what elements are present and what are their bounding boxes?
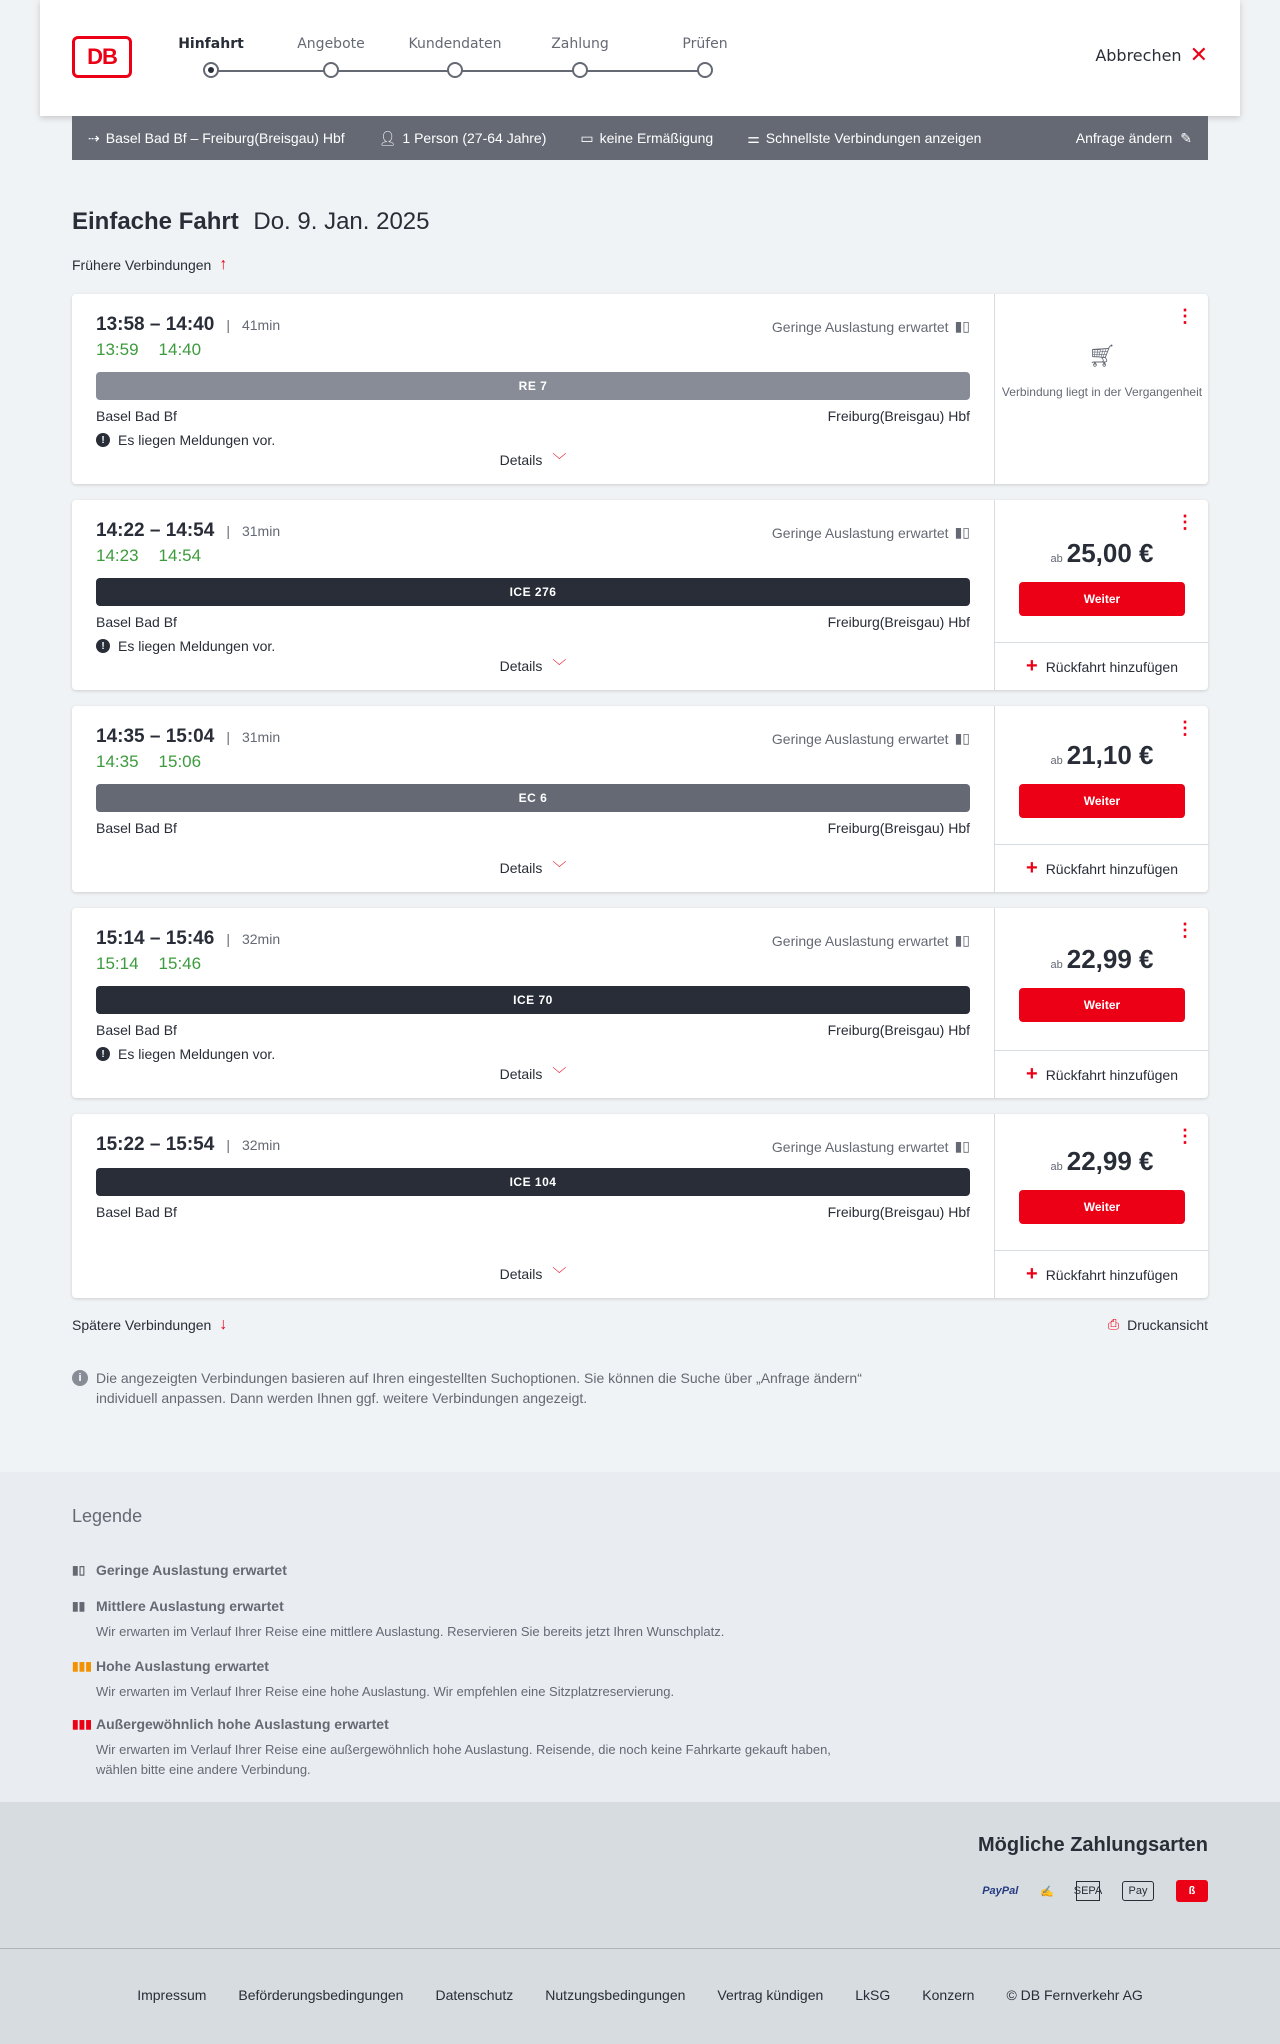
- occupancy-low-icon: ▮▯: [954, 318, 970, 334]
- filter-text: Schnellste Verbindungen anzeigen: [765, 130, 982, 146]
- search-summary-bar: [72, 116, 1208, 160]
- plus-icon: +: [1026, 655, 1038, 677]
- separator: |: [226, 317, 230, 333]
- summary-route: [88, 130, 345, 147]
- summary-discount: [580, 130, 713, 147]
- add-return-label: Rückfahrt hinzufügen: [1045, 1066, 1178, 1083]
- legend-item: [72, 1562, 872, 1578]
- close-icon: ✕: [1189, 42, 1208, 68]
- later-connections-link[interactable]: [72, 1316, 227, 1334]
- stations: [96, 1022, 970, 1038]
- plus-icon: +: [1026, 1263, 1038, 1285]
- chevron-down-icon: ﹀: [552, 658, 567, 674]
- apple-pay-icon: Pay: [1122, 1881, 1154, 1901]
- step-label: Prüfen: [682, 36, 728, 52]
- step-dot: [323, 62, 339, 78]
- occupancy-low-icon: ▮▯: [954, 730, 970, 746]
- train-bar[interactable]: RE 7: [96, 372, 970, 400]
- train-bar[interactable]: ICE 70: [96, 986, 970, 1014]
- alert-icon: !: [96, 1047, 110, 1061]
- realtime-times: [96, 752, 970, 772]
- price: [995, 944, 1209, 975]
- earlier-connections-link[interactable]: [72, 256, 227, 274]
- destination-station: Freiburg(Breisgau) Hbf: [827, 408, 970, 424]
- occupancy-low-icon: ▮▯: [72, 1563, 86, 1577]
- occupancy-text: Geringe Auslastung erwartet: [771, 1138, 949, 1155]
- step-dot: [203, 62, 219, 78]
- info-note: [72, 1368, 862, 1408]
- add-return-button[interactable]: [995, 642, 1209, 690]
- occupancy-text: Geringe Auslastung erwartet: [771, 318, 949, 335]
- legend-item-title: [72, 1598, 872, 1614]
- payment-methods: [0, 1802, 1280, 1948]
- cart-cross-icon: 🛒︎: [1088, 343, 1116, 368]
- continue-button[interactable]: Weiter: [1019, 1190, 1185, 1224]
- occupancy-info: [772, 1138, 970, 1155]
- price: [995, 1146, 1209, 1177]
- legend-item-desc: Wir erwarten im Verlauf Ihrer Reise eine mittlere Auslastung. Reservieren Sie bereits jetzt Ihren Wunschplatz.: [96, 1624, 725, 1639]
- duration: 32min: [241, 1137, 281, 1153]
- details-toggle[interactable]: [72, 450, 994, 470]
- connection-card: [72, 294, 1208, 484]
- details-toggle[interactable]: [72, 1264, 994, 1284]
- occupancy-info: [772, 932, 970, 949]
- price-value: 22,99 €: [1066, 1146, 1154, 1176]
- origin-station: Basel Bad Bf: [96, 1022, 177, 1038]
- footer-link-vertrag-kuendigen[interactable]: Vertrag kündigen: [717, 1986, 824, 2003]
- price-value: 25,00 €: [1066, 538, 1154, 568]
- step-dot: [572, 62, 588, 78]
- occupancy-info: [772, 730, 970, 747]
- page-title: [72, 208, 430, 236]
- connection-card: [72, 500, 1208, 690]
- booking-progress: [178, 36, 782, 86]
- notice-text: Es liegen Meldungen vor.: [118, 638, 276, 654]
- destination-station: Freiburg(Breisgau) Hbf: [827, 1204, 970, 1220]
- realtime-arrival: 15:06: [158, 752, 202, 771]
- legend-item-title: [72, 1562, 872, 1578]
- add-return-button[interactable]: [995, 844, 1209, 892]
- separator: |: [226, 1137, 230, 1153]
- discount-text: keine Ermäßigung: [599, 130, 714, 146]
- continue-button[interactable]: Weiter: [1019, 784, 1185, 818]
- legend-item-desc: Wir erwarten im Verlauf Ihrer Reise eine hohe Auslastung. Wir empfehlen eine Sitzplatzreservierung.: [96, 1684, 675, 1699]
- origin-station: Basel Bad Bf: [96, 614, 177, 630]
- chevron-down-icon: ﹀: [552, 452, 567, 468]
- direct-debit-icon: ✍: [1040, 1885, 1054, 1898]
- legend-item-desc: Wir erwarten im Verlauf Ihrer Reise eine außergewöhnlich hohe Auslastung. Reisende, die noch keine Fahrkarte gekauft haben, wählen bitte eine andere Verbindung.: [96, 1742, 831, 1777]
- planned-times: 14:22 – 14:54: [96, 520, 215, 541]
- legend-item-label: Geringe Auslastung erwartet: [96, 1562, 287, 1578]
- price-prefix: ab: [1050, 959, 1063, 971]
- travel-date: Do. 9. Jan. 2025: [253, 208, 430, 235]
- add-return-label: Rückfahrt hinzufügen: [1045, 860, 1178, 877]
- occupancy-full-icon: ▮▮▮: [72, 1717, 92, 1731]
- details-label: Details: [499, 658, 543, 674]
- realtime-times: [96, 954, 970, 974]
- train-bar[interactable]: EC 6: [96, 784, 970, 812]
- legend-item-label: Außergewöhnlich hohe Auslastung erwartet: [96, 1716, 389, 1732]
- offer-panel: [994, 908, 1208, 1098]
- occupancy-medium-icon: ▮▮: [72, 1599, 86, 1613]
- step-label: Hinfahrt: [178, 36, 244, 52]
- connection-card: [72, 1114, 1208, 1298]
- legend-item-label: Hohe Auslastung erwartet: [96, 1658, 269, 1674]
- add-return-button[interactable]: [995, 1250, 1209, 1298]
- footer-link-datenschutz[interactable]: Datenschutz: [435, 1986, 514, 2003]
- details-label: Details: [499, 860, 543, 876]
- duration: 41min: [241, 317, 281, 333]
- origin-station: Basel Bad Bf: [96, 408, 177, 424]
- stations: [96, 1204, 970, 1220]
- passengers-text: 1 Person (27-64 Jahre): [402, 130, 547, 146]
- continue-button[interactable]: Weiter: [1019, 988, 1185, 1022]
- notice-message: [96, 1046, 970, 1062]
- legend-item-label: Mittlere Auslastung erwartet: [96, 1598, 284, 1614]
- continue-button[interactable]: Weiter: [1019, 582, 1185, 616]
- realtime-times: [96, 340, 970, 360]
- route-text: Basel Bad Bf – Freiburg(Breisgau) Hbf: [105, 130, 345, 146]
- realtime-departure: 14:23: [96, 546, 139, 565]
- origin-station: Basel Bad Bf: [96, 820, 177, 836]
- footer-link-lksg[interactable]: LkSG: [855, 1986, 891, 2003]
- payment-title: Mögliche Zahlungsarten: [977, 1834, 1208, 1856]
- sepa-icon: SEPA: [1076, 1881, 1100, 1901]
- footer: [0, 1948, 1280, 2044]
- occupancy-high-icon: ▮▮▮: [72, 1659, 92, 1673]
- realtime-arrival: 14:54: [158, 546, 202, 565]
- paypal-icon: PayPal: [982, 1885, 1019, 1897]
- occupancy-low-icon: ▮▯: [954, 524, 970, 540]
- price-prefix: ab: [1050, 755, 1063, 767]
- print-label: Druckansicht: [1127, 1316, 1208, 1333]
- plus-icon: +: [1026, 1063, 1038, 1085]
- step-label: Zahlung: [551, 36, 609, 52]
- step-dot: [447, 62, 463, 78]
- db-pay-icon: ß: [1176, 1880, 1208, 1902]
- person-icon: 👤︎: [378, 129, 397, 146]
- summary-filter: [747, 130, 981, 147]
- arrow-up-icon: ↑: [219, 256, 228, 273]
- footer-link-konzern[interactable]: Konzern: [922, 1986, 975, 2003]
- duration: 32min: [241, 931, 281, 947]
- footer-copyright: © DB Fernverkehr AG: [1006, 1986, 1143, 2003]
- footer-link-befoerderungsbedingungen[interactable]: Beförderungsbedingungen: [238, 1986, 404, 2003]
- trip-type: Einfache Fahrt: [72, 208, 239, 235]
- notice-text: Es liegen Meldungen vor.: [118, 1046, 276, 1062]
- occupancy-info: [772, 524, 970, 541]
- bahncard-icon: ▭: [580, 129, 594, 146]
- legend-item: [72, 1598, 872, 1642]
- occupancy-low-icon: ▮▯: [954, 1138, 970, 1154]
- price-value: 22,99 €: [1066, 944, 1154, 974]
- step-label: Kundendaten: [408, 36, 502, 52]
- legend-item-title: [72, 1716, 872, 1732]
- notice-message: [96, 638, 970, 654]
- chevron-down-icon: ﹀: [552, 1266, 567, 1282]
- notice-text: Es liegen Meldungen vor.: [118, 432, 276, 448]
- chevron-down-icon: ﹀: [552, 1066, 567, 1082]
- offer-panel: [994, 1114, 1208, 1298]
- duration: 31min: [241, 523, 281, 539]
- legend-item: [72, 1658, 872, 1702]
- occupancy-low-icon: ▮▯: [954, 932, 970, 948]
- planned-times: 15:14 – 15:46: [96, 928, 215, 949]
- route-arrow-icon: ⇢: [88, 129, 100, 146]
- realtime-times: [96, 546, 970, 566]
- printer-icon: ⎙: [1107, 1316, 1120, 1332]
- connection-card: [72, 706, 1208, 892]
- details-toggle[interactable]: [72, 656, 994, 676]
- summary-passengers: [379, 130, 547, 147]
- footer-link-impressum[interactable]: Impressum: [137, 1986, 207, 2003]
- footer-link-nutzungsbedingungen[interactable]: Nutzungsbedingungen: [545, 1986, 686, 2003]
- sliders-icon: ⚌: [747, 129, 760, 146]
- offer-panel: [994, 500, 1208, 690]
- occupancy-info: [772, 318, 970, 335]
- origin-station: Basel Bad Bf: [96, 1204, 177, 1220]
- occupancy-text: Geringe Auslastung erwartet: [771, 730, 949, 747]
- edit-request-button[interactable]: [1076, 130, 1192, 147]
- stations: [96, 820, 970, 836]
- more-options-icon[interactable]: ⋮: [1176, 306, 1194, 326]
- more-options-icon[interactable]: ⋮: [1176, 718, 1194, 738]
- price: [995, 538, 1209, 569]
- destination-station: Freiburg(Breisgau) Hbf: [827, 1022, 970, 1038]
- db-logo[interactable]: DB: [72, 36, 132, 78]
- offer-panel: [994, 706, 1208, 892]
- arrow-down-icon: ↓: [219, 1316, 228, 1333]
- planned-times: 14:35 – 15:04: [96, 726, 215, 747]
- step-angebote: [266, 36, 396, 78]
- separator: |: [226, 729, 230, 745]
- cancel-label: Abbrechen: [1095, 46, 1182, 65]
- info-note-text: Die angezeigten Verbindungen basieren auf Ihren eingestellten Suchoptionen. Sie können die Suche über „Anfrage ändern“ individuell anpassen. Dann werden Ihnen ggf. weitere Verbindungen angezeigt.: [96, 1370, 862, 1406]
- pencil-icon: ✎: [1180, 129, 1192, 146]
- train-bar[interactable]: ICE 276: [96, 578, 970, 606]
- legend-section: [0, 1472, 1280, 1802]
- step-kundendaten: [390, 36, 520, 78]
- edit-request-label: Anfrage ändern: [1075, 130, 1173, 146]
- later-label: Spätere Verbindungen: [72, 1317, 212, 1333]
- price-prefix: ab: [1050, 1161, 1063, 1173]
- train-bar[interactable]: ICE 104: [96, 1168, 970, 1196]
- stations: [96, 614, 970, 630]
- realtime-departure: 15:14: [96, 954, 139, 973]
- realtime-departure: 14:35: [96, 752, 139, 771]
- add-return-label: Rückfahrt hinzufügen: [1045, 658, 1178, 675]
- destination-station: Freiburg(Breisgau) Hbf: [827, 614, 970, 630]
- alert-icon: !: [96, 433, 110, 447]
- duration: 31min: [241, 729, 281, 745]
- destination-station: Freiburg(Breisgau) Hbf: [827, 820, 970, 836]
- earlier-label: Frühere Verbindungen: [72, 257, 212, 273]
- past-connection-info: [995, 343, 1209, 400]
- print-view-link[interactable]: [1108, 1316, 1208, 1333]
- details-label: Details: [499, 452, 543, 468]
- price-value: 21,10 €: [1066, 740, 1154, 770]
- step-dot: [697, 62, 713, 78]
- cancel-button[interactable]: [1095, 42, 1208, 68]
- alert-icon: !: [96, 639, 110, 653]
- more-options-icon[interactable]: ⋮: [1176, 512, 1194, 532]
- past-connection-text: Verbindung liegt in der Vergangenheit: [1001, 385, 1203, 399]
- connection-card: [72, 908, 1208, 1098]
- step-zahlung: [515, 36, 645, 78]
- price-prefix: ab: [1050, 553, 1063, 565]
- payment-icons: [982, 1880, 1208, 1902]
- add-return-button[interactable]: [995, 1050, 1209, 1098]
- details-toggle[interactable]: [72, 1064, 994, 1084]
- occupancy-text: Geringe Auslastung erwartet: [771, 932, 949, 949]
- planned-times: 15:22 – 15:54: [96, 1134, 215, 1155]
- separator: |: [226, 523, 230, 539]
- more-options-icon[interactable]: ⋮: [1176, 920, 1194, 940]
- top-header: [40, 0, 1240, 116]
- step-label: Angebote: [297, 36, 365, 52]
- occupancy-text: Geringe Auslastung erwartet: [771, 524, 949, 541]
- planned-times: 13:58 – 14:40: [96, 314, 215, 335]
- legend-item-title: [72, 1658, 872, 1674]
- notice-message: [96, 432, 970, 448]
- realtime-departure: 13:59: [96, 340, 139, 359]
- info-icon: i: [72, 1370, 88, 1386]
- offer-panel: [994, 294, 1208, 484]
- realtime-arrival: 15:46: [158, 954, 202, 973]
- realtime-arrival: 14:40: [158, 340, 202, 359]
- details-toggle[interactable]: [72, 858, 994, 878]
- add-return-label: Rückfahrt hinzufügen: [1045, 1266, 1178, 1283]
- step-pruefen: [640, 36, 770, 78]
- stations: [96, 408, 970, 424]
- details-label: Details: [499, 1066, 543, 1082]
- plus-icon: +: [1026, 857, 1038, 879]
- price: [995, 740, 1209, 771]
- step-hinfahrt: [146, 36, 276, 78]
- legend-title: Legende: [72, 1506, 143, 1526]
- details-label: Details: [499, 1266, 543, 1282]
- chevron-down-icon: ﹀: [552, 860, 567, 876]
- legend-item: [72, 1716, 872, 1780]
- separator: |: [226, 931, 230, 947]
- more-options-icon[interactable]: ⋮: [1176, 1126, 1194, 1146]
